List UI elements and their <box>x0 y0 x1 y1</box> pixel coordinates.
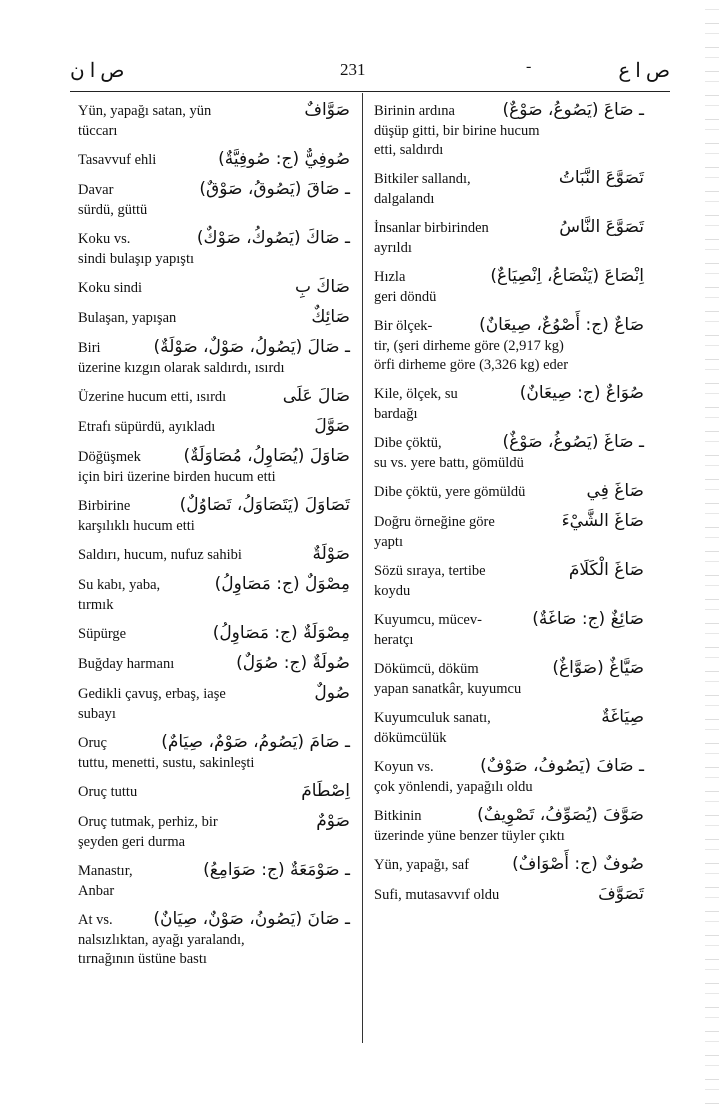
header-rule <box>70 91 670 92</box>
entry-headline <box>374 215 644 239</box>
turkish-definition: Koyun vs. <box>374 759 434 775</box>
turkish-definition: Döğüşmek <box>78 449 141 465</box>
dictionary-entry <box>374 430 644 473</box>
definition-continuation: su vs. yere battı, gömüldü <box>374 455 524 471</box>
turkish-definition: Birbirine <box>78 498 131 514</box>
turkish-definition: Kile, ölçek, su <box>374 386 458 402</box>
definition-continuation: tırnağının üstüne bastı <box>78 951 207 967</box>
turkish-definition: Hızla <box>374 269 406 285</box>
header-dash: - <box>526 58 532 75</box>
dictionary-entry <box>374 479 644 503</box>
definition-continuation: bardağı <box>374 406 418 422</box>
turkish-definition: Koku vs. <box>78 231 131 247</box>
dictionary-entry <box>374 852 644 876</box>
dictionary-entry <box>78 858 350 901</box>
turkish-definition: Oruç tuttu <box>78 784 138 800</box>
turkish-definition: Biri <box>78 340 101 356</box>
turkish-definition: Davar <box>78 182 114 198</box>
arabic-headword: اِنْصَاعَ (يَنْصَاعُ، اِنْصِيَاعٌ) <box>490 266 644 286</box>
turkish-definition: Sözü sıraya, tertibe <box>374 563 486 579</box>
dictionary-entry <box>374 166 644 209</box>
dictionary-entry <box>78 809 350 852</box>
definition-continuation: tuttu, menetti, sustu, sakinleşti <box>78 755 255 771</box>
entry-headline <box>374 166 644 190</box>
dictionary-entry <box>78 444 350 487</box>
dictionary-entry <box>78 226 350 269</box>
dictionary-entry <box>78 335 350 378</box>
turkish-definition: Bitkinin <box>374 808 422 824</box>
dictionary-entry <box>78 907 350 950</box>
dictionary-entry <box>78 572 350 615</box>
definition-continuation: tir, (şeri dirheme göre (2,917 kg) <box>374 338 564 354</box>
turkish-definition: Dökümcü, döküm <box>374 661 479 677</box>
entry-headline <box>78 305 350 329</box>
entry-headline <box>374 381 644 405</box>
arabic-headword: صُوفِيٌّ (ج: صُوفِيَّةٌ) <box>218 149 350 169</box>
arabic-headword: صَاغَ الشَّيْءَ <box>561 511 644 531</box>
definition-continuation: karşılıklı hucum etti <box>78 518 195 534</box>
arabic-headword: ـ صَاغَ (يَصُوغُ، صَوْغٌ) <box>502 432 644 452</box>
definition-continuation: sindi bulaşıp yapıştı <box>78 251 194 267</box>
arabic-headword: صُوفٌ (ج: أَصْوَافٌ) <box>512 854 644 874</box>
turkish-definition: Gedikli çavuş, erbaş, iaşe <box>78 686 226 702</box>
turkish-definition: İnsanlar birbirinden <box>374 220 489 236</box>
arabic-headword: صَاغَ الْكَلَامَ <box>568 560 644 580</box>
arabic-headword: ـ صَوْمَعَةٌ (ج: صَوَامِعُ) <box>203 860 350 880</box>
arabic-headword: تَصَوَّعَ النَّبَاتُ <box>558 168 644 188</box>
entry-headline <box>78 858 350 882</box>
dictionary-entry <box>374 607 644 650</box>
definition-continuation: Anbar <box>78 883 115 899</box>
dictionary-entry <box>78 493 350 536</box>
turkish-definition: Su kabı, yaba, <box>78 577 161 593</box>
definition-continuation: örfi dirheme göre (3,326 kg) eder <box>374 357 569 373</box>
dictionary-entry <box>374 656 644 699</box>
dictionary-entry <box>78 681 350 724</box>
turkish-definition: Yün, yapağı satan, yün <box>78 103 212 119</box>
entry-headline <box>78 226 350 250</box>
arabic-headword: اِصْطَامَ <box>301 781 350 801</box>
dictionary-entry <box>78 98 350 141</box>
definition-continuation: yapan sanatkâr, kuyumcu <box>374 681 522 697</box>
entry-headline <box>374 882 644 906</box>
turkish-definition: Bulaşan, yapışan <box>78 310 177 326</box>
entry-headline <box>78 542 350 566</box>
dictionary-entry <box>78 651 350 675</box>
dictionary-entry <box>374 705 644 748</box>
arabic-headword: صَائِكٌ <box>311 307 350 327</box>
dictionary-entry <box>78 950 350 969</box>
entry-headline <box>374 656 644 680</box>
arabic-headword: ـ صَاقَ (يَصُوقُ، صَوْقٌ) <box>199 179 350 199</box>
dictionary-entry <box>78 177 350 220</box>
turkish-definition: Koku sindi <box>78 280 143 296</box>
entry-headline <box>78 907 350 931</box>
turkish-definition: Bitkiler sallandı, <box>374 171 471 187</box>
turkish-definition: Üzerine hucum etti, ısırdı <box>78 389 227 405</box>
turkish-definition: Kuyumcu, mücev- <box>374 612 482 628</box>
arabic-headword: صُولٌ <box>314 683 350 703</box>
entry-headline <box>78 275 350 299</box>
entry-headline <box>78 177 350 201</box>
entry-headline <box>374 558 644 582</box>
definition-continuation: şeyden geri durma <box>78 834 186 850</box>
arabic-headword: ـ صَاعَ (يَصُوعُ، صَوْعٌ) <box>502 100 644 120</box>
definition-continuation: subayı <box>78 706 116 722</box>
definition-continuation: heratçı <box>374 632 414 648</box>
arabic-headword: ـ صَاكَ (يَصُوكُ، صَوْكٌ) <box>196 228 350 248</box>
definition-continuation: etti, saldırdı <box>374 142 444 158</box>
entry-headline <box>78 147 350 171</box>
dictionary-entry <box>374 803 644 846</box>
arabic-headword: مِصْوَلٌ (ج: مَصَاوِلُ) <box>214 574 350 594</box>
arabic-headword: تَصَوَّفَ <box>598 884 644 904</box>
turkish-definition: Bir ölçek- <box>374 318 433 334</box>
entry-headline <box>374 264 644 288</box>
definition-continuation: dökümcülük <box>374 730 447 746</box>
page-header <box>70 58 670 88</box>
entry-headline <box>78 98 350 122</box>
arabic-headword: صَوَّفَ (يُصَوِّفُ، تَصْوِيفٌ) <box>477 805 644 825</box>
arabic-headword: ـ صَالَ (يَصُولُ، صَوْلٌ، صَوْلَةٌ) <box>153 337 350 357</box>
dictionary-entry <box>374 141 644 160</box>
dictionary-entry <box>374 98 644 141</box>
left-column <box>78 98 350 975</box>
turkish-definition: Etrafı süpürdü, ayıkladı <box>78 419 216 435</box>
entry-headline <box>78 335 350 359</box>
arabic-headword: صَائِغٌ (ج: صَاغَةٌ) <box>532 609 644 629</box>
definition-continuation: tırmık <box>78 597 114 613</box>
dictionary-entry <box>374 754 644 797</box>
turkish-definition: Yün, yapağı, saf <box>374 857 470 873</box>
definition-continuation: sürdü, güttü <box>78 202 148 218</box>
entry-headline <box>374 313 644 337</box>
entry-headline <box>374 754 644 778</box>
entry-headline <box>78 730 350 754</box>
turkish-definition: Sufi, mutasavvıf oldu <box>374 887 500 903</box>
arabic-headword: صَاوَلَ (يُصَاوِلُ، مُصَاوَلَةٌ) <box>183 446 350 466</box>
scan-edge-shadow <box>705 0 719 1105</box>
dictionary-entry <box>78 621 350 645</box>
entry-headline <box>374 852 644 876</box>
definition-continuation: tüccarı <box>78 123 118 139</box>
arabic-headword: صَيَّاغٌ (صَوَّاغٌ) <box>552 658 644 678</box>
entry-headline <box>78 779 350 803</box>
arabic-headword: صُوَاعٌ (ج: صِيعَانٌ) <box>519 383 644 403</box>
dictionary-entry <box>78 275 350 299</box>
arabic-headword: صَوْلَةٌ <box>312 544 350 564</box>
arabic-headword: صَوْمٌ <box>316 811 350 831</box>
entry-headline <box>78 572 350 596</box>
turkish-definition: Oruç tutmak, perhiz, bir <box>78 814 218 830</box>
arabic-headword: ـ صَانَ (يَصُونُ، صَوْنٌ، صِيَانٌ) <box>153 909 350 929</box>
turkish-definition: Doğru örneğine göre <box>374 514 495 530</box>
entry-headline <box>78 414 350 438</box>
definition-continuation: dalgalandı <box>374 191 435 207</box>
definition-continuation: çok yönlendi, yapağılı oldu <box>374 779 533 795</box>
entry-headline <box>374 479 644 503</box>
entry-headline <box>374 705 644 729</box>
dictionary-entry <box>374 882 644 906</box>
definition-continuation: düşüp gitti, bir birine hucum <box>374 123 540 139</box>
dictionary-entry <box>78 384 350 408</box>
arabic-headword: ـ صَامَ (يَصُومُ، صَوْمٌ، صِيَامٌ) <box>161 732 350 752</box>
right-column <box>374 98 644 912</box>
entry-headline <box>374 803 644 827</box>
dictionary-entry <box>78 542 350 566</box>
column-divider <box>362 93 363 1043</box>
definition-continuation: koydu <box>374 583 411 599</box>
dictionary-entry <box>374 313 644 356</box>
definition-continuation: nalsızlıktan, ayağı yaralandı, <box>78 932 245 948</box>
arabic-headword: صِيَاغَةٌ <box>601 707 644 727</box>
header-right-guide-word: ص ا ع <box>618 60 670 82</box>
dictionary-entry <box>374 264 644 307</box>
turkish-definition: Kuyumculuk sanatı, <box>374 710 491 726</box>
entry-headline <box>374 607 644 631</box>
arabic-headword: صَوَّافٌ <box>304 100 350 120</box>
entry-headline <box>78 493 350 517</box>
dictionary-entry <box>78 779 350 803</box>
definition-continuation: üzerinde yüne benzer tüyler çıktı <box>374 828 565 844</box>
arabic-headword: صُولَةٌ (ج: صُوَلٌ) <box>236 653 350 673</box>
dictionary-entry <box>374 381 644 424</box>
definition-continuation: yaptı <box>374 534 403 550</box>
entry-headline <box>374 98 644 122</box>
turkish-definition: Birinin ardına <box>374 103 455 119</box>
page-number: 231 <box>340 60 366 79</box>
dictionary-entry <box>78 147 350 171</box>
dictionary-entry <box>374 509 644 552</box>
turkish-definition: Manastır, <box>78 863 133 879</box>
turkish-definition: At vs. <box>78 912 113 928</box>
arabic-headword: صَاعٌ (ج: أَصْوُعٌ، صِيعَانٌ) <box>479 315 644 335</box>
dictionary-entry <box>374 558 644 601</box>
arabic-headword: مِصْوَلَةٌ (ج: مَصَاوِلُ) <box>212 623 350 643</box>
turkish-definition: Dibe çöktü, yere gömüldü <box>374 484 526 500</box>
header-left-guide-word: ص ا ن <box>70 60 125 82</box>
definition-continuation: geri döndü <box>374 289 437 305</box>
turkish-definition: Saldırı, hucum, nufuz sahibi <box>78 547 242 563</box>
turkish-definition: Süpürge <box>78 626 127 642</box>
turkish-definition: Oruç <box>78 735 107 751</box>
entry-headline <box>78 621 350 645</box>
arabic-headword: صَوَّلَ <box>314 416 350 436</box>
turkish-definition: Tasavvuf ehli <box>78 152 157 168</box>
entry-headline <box>78 809 350 833</box>
arabic-headword: تَصَوَّعَ النَّاسُ <box>559 217 644 237</box>
entry-headline <box>374 430 644 454</box>
arabic-headword: ـ صَافَ (يَصُوفُ، صَوْفٌ) <box>480 756 644 776</box>
arabic-headword: تَصَاوَلَ (يَتَصَاوَلُ، تَصَاوُلٌ) <box>179 495 350 515</box>
turkish-definition: Dibe çöktü, <box>374 435 442 451</box>
arabic-headword: صَاغَ فِي <box>586 481 644 501</box>
dictionary-entry <box>374 356 644 375</box>
entry-headline <box>374 509 644 533</box>
dictionary-entry <box>78 730 350 773</box>
dictionary-entry <box>374 215 644 258</box>
dictionary-entry <box>78 414 350 438</box>
arabic-headword: صَاكَ بِ <box>294 277 350 297</box>
definition-continuation: ayrıldı <box>374 240 412 256</box>
entry-headline <box>78 651 350 675</box>
definition-continuation: için biri üzerine birden hucum etti <box>78 469 276 485</box>
entry-headline <box>78 444 350 468</box>
dictionary-entry <box>78 305 350 329</box>
turkish-definition: Buğday harmanı <box>78 656 175 672</box>
entry-headline <box>78 681 350 705</box>
entry-headline <box>78 384 350 408</box>
definition-continuation: üzerine kızgın olarak saldırdı, ısırdı <box>78 360 285 376</box>
arabic-headword: صَالَ عَلَى <box>282 386 350 406</box>
